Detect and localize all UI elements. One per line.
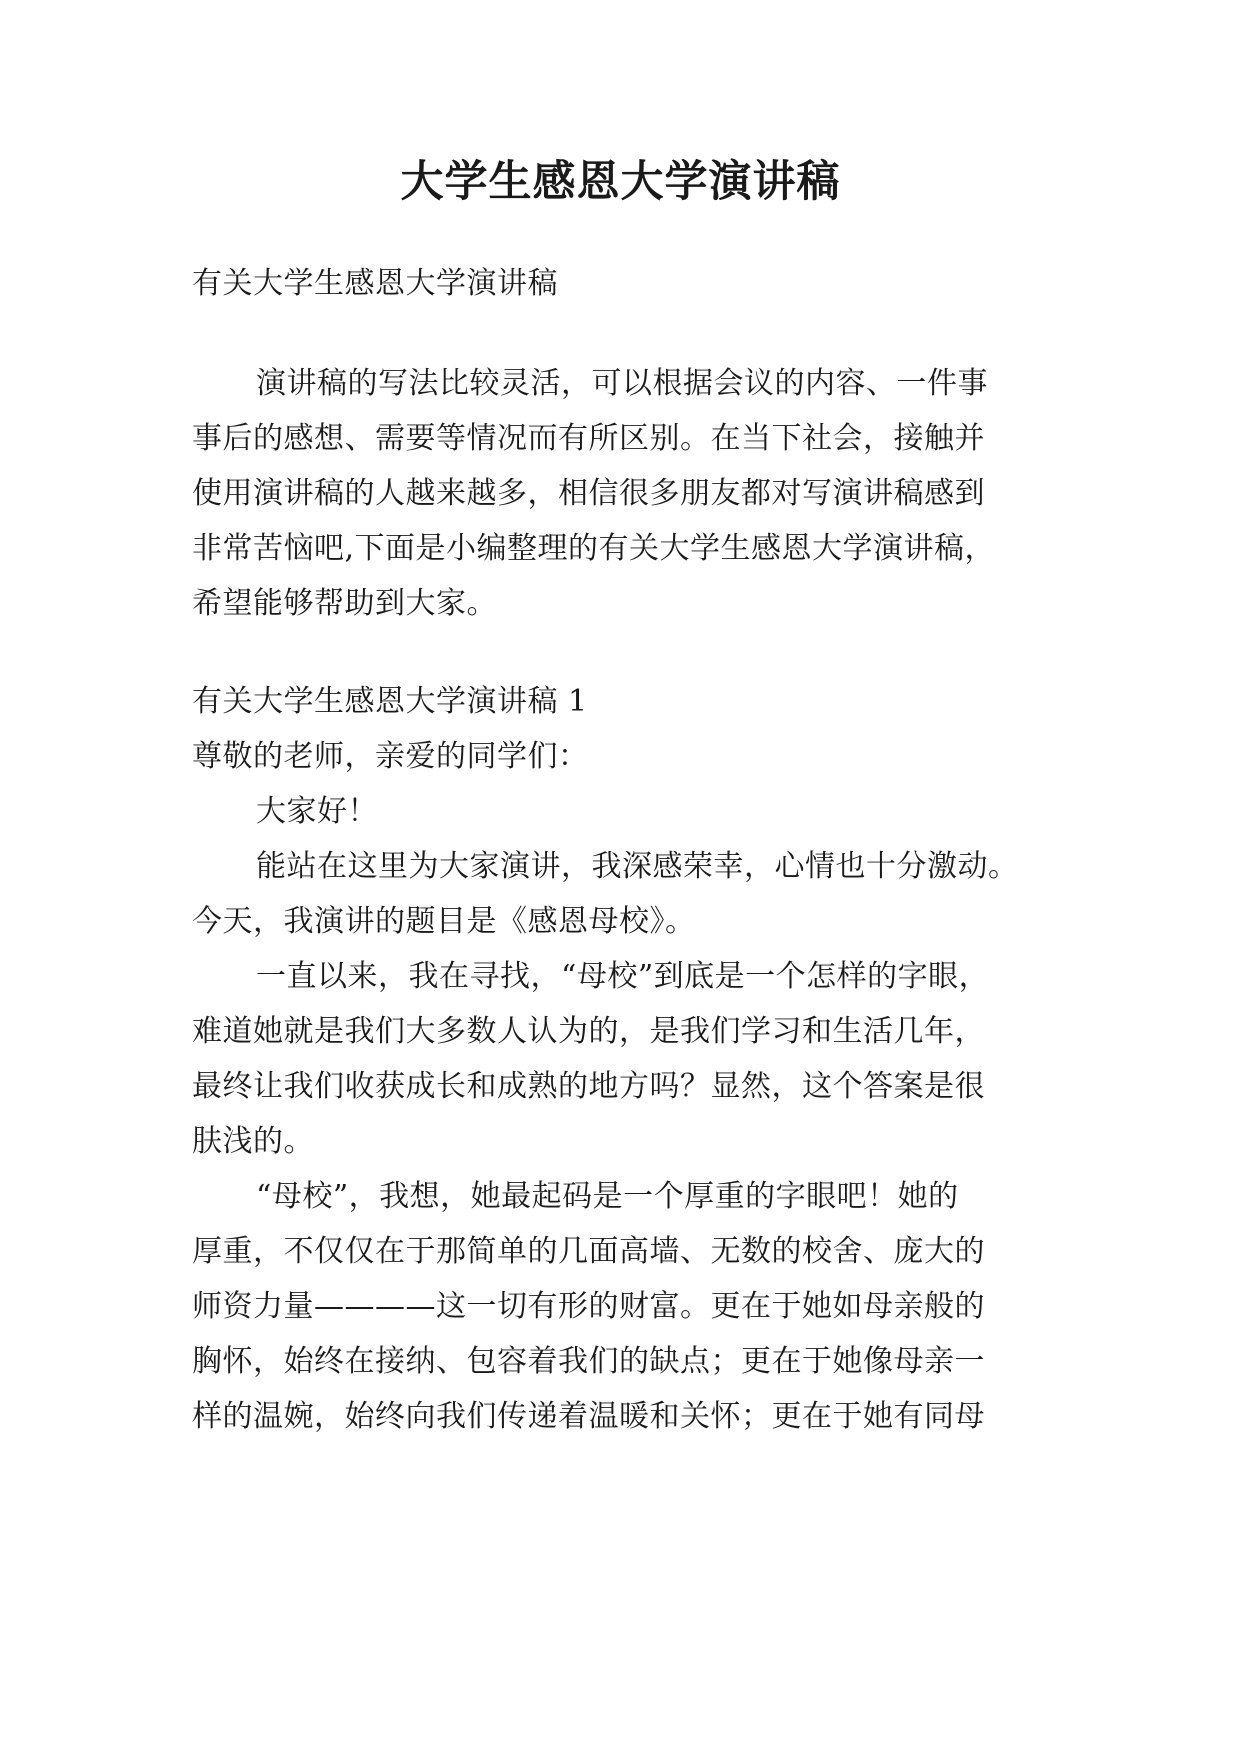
section-heading: 有关大学生感恩大学演讲稿 1: [192, 684, 588, 719]
document-title: 大学生感恩大学演讲稿: [400, 157, 841, 207]
document-subtitle: 有关大学生感恩大学演讲稿: [192, 266, 558, 301]
greeting: 大家好！: [256, 794, 378, 829]
intro-line: 事后的感想、需要等情况而有所区别。在当下社会，接触并: [192, 421, 985, 456]
intro-line: 演讲稿的写法比较灵活，可以根据会议的内容、一件事: [256, 366, 988, 401]
paragraph-line: 难道她就是我们大多数人认为的，是我们学习和生活几年，: [192, 1014, 985, 1049]
paragraph-line: 肤浅的。: [192, 1124, 314, 1159]
intro-line: 使用演讲稿的人越来越多，相信很多朋友都对写演讲稿感到: [192, 476, 985, 511]
intro-line: 希望能够帮助到大家。: [192, 586, 497, 621]
paragraph-line: 一直以来，我在寻找，“母校”到底是一个怎样的字眼，: [256, 959, 990, 994]
paragraph-line: 胸怀，始终在接纳、包容着我们的缺点；更在于她像母亲一: [192, 1344, 985, 1379]
paragraph-line: 最终让我们收获成长和成熟的地方吗？显然，这个答案是很: [192, 1069, 985, 1104]
paragraph-line: 厚重，不仅仅在于那简单的几面高墙、无数的校舍、庞大的: [192, 1234, 985, 1269]
paragraph-line: 样的温婉，始终向我们传递着温暖和关怀；更在于她有同母: [192, 1399, 985, 1434]
paragraph-line: 师资力量————这一切有形的财富。更在于她如母亲般的: [192, 1289, 985, 1324]
paragraph-line: 能站在这里为大家演讲，我深感荣幸，心情也十分激动。: [256, 849, 1019, 884]
paragraph-line: 今天，我演讲的题目是《感恩母校》。: [192, 904, 696, 939]
paragraph-line: “母校”，我想，她最起码是一个厚重的字眼吧！她的: [256, 1179, 959, 1214]
salutation: 尊敬的老师，亲爱的同学们：: [192, 739, 589, 774]
intro-line: 非常苦恼吧,下面是小编整理的有关大学生感恩大学演讲稿，: [192, 531, 996, 566]
